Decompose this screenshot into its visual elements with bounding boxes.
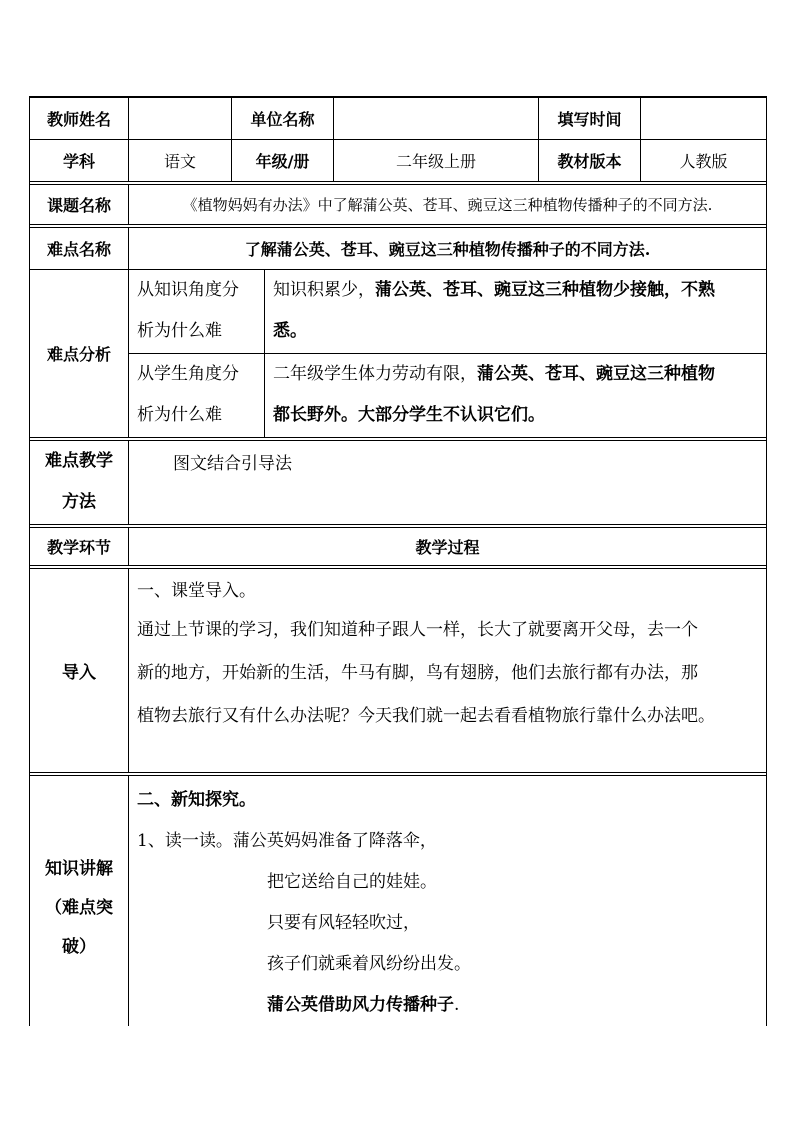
method-value <box>129 440 767 524</box>
poem-line-4: 孩子们就乘着风纷纷出发。 <box>267 953 471 974</box>
poem-line-2: 把它送给自己的娃娃。 <box>267 871 437 892</box>
intro-content <box>129 568 767 772</box>
lesson-plan-table <box>29 96 767 1026</box>
grade-label: 年级/册 <box>232 139 334 181</box>
teacher-name-field[interactable] <box>129 97 232 139</box>
edition-value: 人教版 <box>641 139 767 181</box>
poem-line-5-bold: 蒲公英借助风力传播种子 <box>267 994 454 1015</box>
lecture-item-1: 1、读一读。蒲公英妈妈准备了降落伞， <box>137 830 437 851</box>
knowledge-text-plain: 知识积累少， <box>273 280 375 300</box>
intro-line-2: 新的地方，开始新的生活，牛马有脚，鸟有翅膀，他们去旅行都有办法，那 <box>137 662 698 683</box>
poem-line-5-end: . <box>454 994 460 1015</box>
intro-line-3: 植物去旅行又有什么办法呢？今天我们就一起去看看植物旅行靠什么办法吧。 <box>137 705 715 726</box>
difficulty-value: 了解蒲公英、苍耳、豌豆这三种植物传播种子的不同方法. <box>129 227 767 269</box>
process-header-row <box>30 527 767 565</box>
knowledge-text-bold: 蒲公英、苍耳、豌豆这三种植物少接触，不熟 <box>375 280 715 300</box>
method-label <box>30 440 129 524</box>
lecture-label-line2: （难点突 <box>45 898 113 918</box>
lecture-label <box>30 775 129 1026</box>
student-analysis-text <box>265 353 767 437</box>
method-value-text: 图文结合引导法 <box>173 453 292 474</box>
process-header: 教学过程 <box>129 527 767 565</box>
intro-heading: 一、课堂导入。 <box>137 580 256 601</box>
method-label-line1: 难点教学 <box>45 451 113 471</box>
method-label-line2: 方法 <box>62 492 96 512</box>
topic-label: 课题名称 <box>30 184 129 224</box>
analysis-label: 难点分析 <box>30 269 129 437</box>
student-text-bold: 蒲公英、苍耳、豌豆这三种植物 <box>477 364 715 384</box>
fill-time-field[interactable] <box>641 97 767 139</box>
topic-row <box>30 184 767 224</box>
student-angle-line1: 从学生角度分 <box>137 364 239 384</box>
student-text-bold-2: 都长野外。大部分学生不认识它们。 <box>273 405 545 425</box>
lesson-plan-sheet <box>29 96 766 1026</box>
lecture-row <box>30 775 767 1026</box>
stage-header: 教学环节 <box>30 527 129 565</box>
teacher-name-label: 教师姓名 <box>30 97 129 139</box>
lecture-heading: 二、新知探究。 <box>137 789 256 810</box>
lecture-content <box>129 775 767 1026</box>
analysis-knowledge-row <box>30 269 767 353</box>
unit-name-field[interactable] <box>334 97 539 139</box>
intro-label: 导入 <box>30 568 129 772</box>
student-angle-label <box>129 353 265 437</box>
topic-value: 《植物妈妈有办法》中了解蒲公英、苍耳、豌豆这三种植物传播种子的不同方法. <box>129 184 767 224</box>
knowledge-angle-line2: 析为什么难 <box>137 321 222 341</box>
knowledge-analysis-text <box>265 269 767 353</box>
lecture-label-line1: 知识讲解 <box>45 859 113 879</box>
student-angle-line2: 析为什么难 <box>137 405 222 425</box>
student-text-plain: 二年级学生体力劳动有限， <box>273 364 477 384</box>
subject-value: 语文 <box>129 139 232 181</box>
intro-row <box>30 568 767 772</box>
intro-line-1: 通过上节课的学习，我们知道种子跟人一样，长大了就要离开父母，去一个 <box>137 619 698 640</box>
difficulty-row <box>30 227 767 269</box>
analysis-student-row <box>30 353 767 437</box>
poem-line-3: 只要有风轻轻吹过， <box>267 912 420 933</box>
difficulty-label: 难点名称 <box>30 227 129 269</box>
poem-line-5 <box>137 985 766 1026</box>
grade-value: 二年级上册 <box>334 139 539 181</box>
fill-time-label: 填写时间 <box>539 97 641 139</box>
subject-label: 学科 <box>30 139 129 181</box>
knowledge-angle-line1: 从知识角度分 <box>137 280 239 300</box>
unit-name-label: 单位名称 <box>232 97 334 139</box>
info-row-2 <box>30 139 767 181</box>
knowledge-text-bold-2: 悉。 <box>273 321 307 341</box>
info-row-1 <box>30 97 767 139</box>
lecture-label-line3: 破） <box>62 937 96 957</box>
edition-label: 教材版本 <box>539 139 641 181</box>
method-row <box>30 440 767 524</box>
knowledge-angle-label <box>129 269 265 353</box>
